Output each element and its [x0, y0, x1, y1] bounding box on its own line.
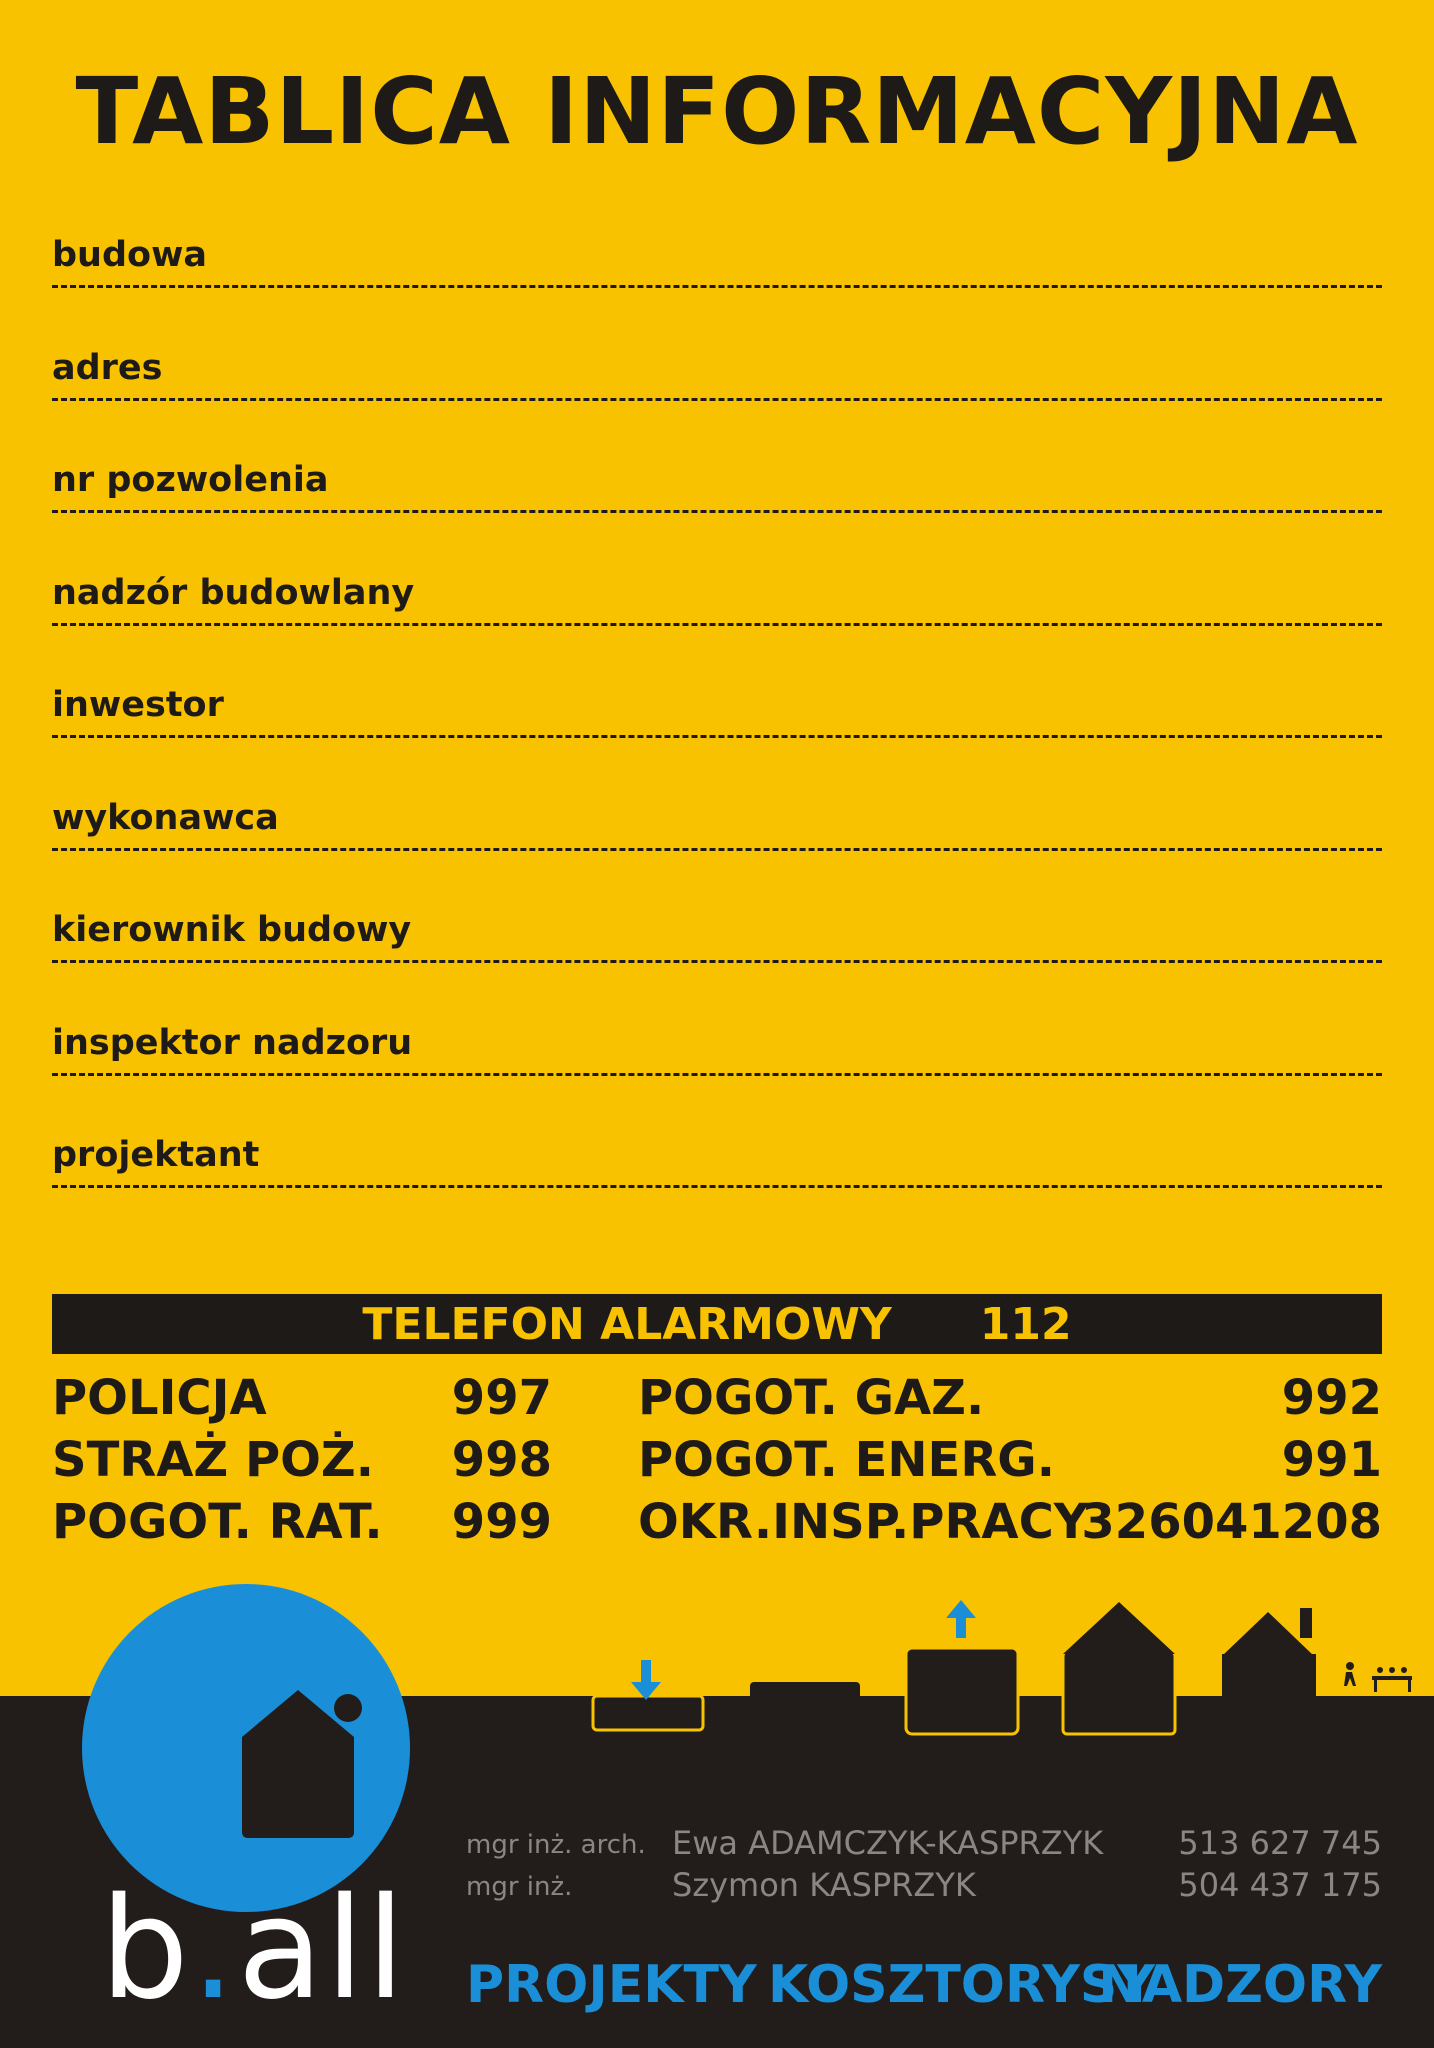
phone-name: STRAŻ POŻ. [52, 1432, 374, 1488]
field-inwestor [52, 665, 1382, 778]
field-label: inwestor [52, 685, 224, 725]
phone-number: 999 [451, 1494, 552, 1550]
service-projekty: PROJEKTY [466, 1955, 757, 2015]
dotted-line [52, 735, 1382, 738]
field-label: adres [52, 347, 163, 388]
phone-row [52, 1432, 1382, 1494]
field-label: inspektor nadzoru [52, 1022, 413, 1063]
dotted-line [52, 285, 1382, 288]
field-adres [52, 328, 1382, 441]
phone-name: POLICJA [52, 1370, 267, 1426]
alarm-number: 112 [979, 1298, 1072, 1350]
dotted-line [52, 848, 1382, 851]
field-label: projektant [52, 1135, 260, 1175]
dotted-line [52, 623, 1382, 626]
brand-part: b [100, 1868, 191, 2031]
field-label: nadzór budowlany [52, 572, 415, 613]
field-label: kierownik budowy [52, 910, 412, 950]
field-inspektor-nadzoru [52, 1003, 1382, 1116]
field-label: nr pozwolenia [52, 460, 329, 500]
phone-number: 998 [451, 1432, 552, 1488]
brand-dot: . [190, 1868, 238, 2031]
contact-phone: 513 627 745 [1178, 1824, 1382, 1862]
field-wykonawca [52, 778, 1382, 891]
service-nadzory: NADZORY [1098, 1955, 1382, 2015]
dotted-line [52, 960, 1382, 963]
emergency-phones [52, 1370, 1382, 1556]
phone-number: 326041208 [1081, 1494, 1382, 1550]
field-nadzor-budowlany [52, 553, 1382, 666]
service-kosztorysy: KOSZTORYSY [768, 1955, 1155, 2015]
field-budowa [52, 215, 1382, 328]
alarm-phone-bar [52, 1294, 1382, 1354]
dotted-line [52, 510, 1382, 513]
field-label: budowa [52, 235, 208, 275]
phone-name: OKR.INSP.PRACY [638, 1494, 1089, 1550]
contact-title: mgr inż. [466, 1872, 573, 1902]
phone-name: POGOT. GAZ. [638, 1370, 985, 1426]
brand-wordmark [100, 1868, 407, 2031]
dotted-line [52, 1185, 1382, 1188]
field-nr-pozwolenia [52, 440, 1382, 553]
phone-name: POGOT. ENERG. [638, 1432, 1055, 1488]
contact-title: mgr inż. arch. [466, 1830, 646, 1860]
board-title: TABLICA INFORMACYJNA [75, 58, 1359, 165]
field-kierownik-budowy [52, 890, 1382, 1003]
field-projektant [52, 1115, 1382, 1228]
alarm-label: TELEFON ALARMOWY [362, 1298, 892, 1350]
phone-name: POGOT. RAT. [52, 1494, 383, 1550]
phone-row [52, 1370, 1382, 1432]
field-label: wykonawca [52, 797, 279, 838]
phone-number: 997 [451, 1370, 552, 1426]
contact-phone: 504 437 175 [1178, 1866, 1382, 1904]
contact-name: Ewa ADAMCZYK-KASPRZYK [672, 1824, 1104, 1862]
fields-list [52, 215, 1382, 1228]
phone-number: 991 [1281, 1432, 1382, 1488]
contact-name: Szymon KASPRZYK [672, 1866, 976, 1904]
dotted-line [52, 1073, 1382, 1076]
brand-part: all [237, 1868, 407, 2031]
phone-number: 992 [1281, 1370, 1382, 1426]
phone-row [52, 1494, 1382, 1556]
dotted-line [52, 398, 1382, 401]
house-logo-icon [80, 1582, 412, 1914]
